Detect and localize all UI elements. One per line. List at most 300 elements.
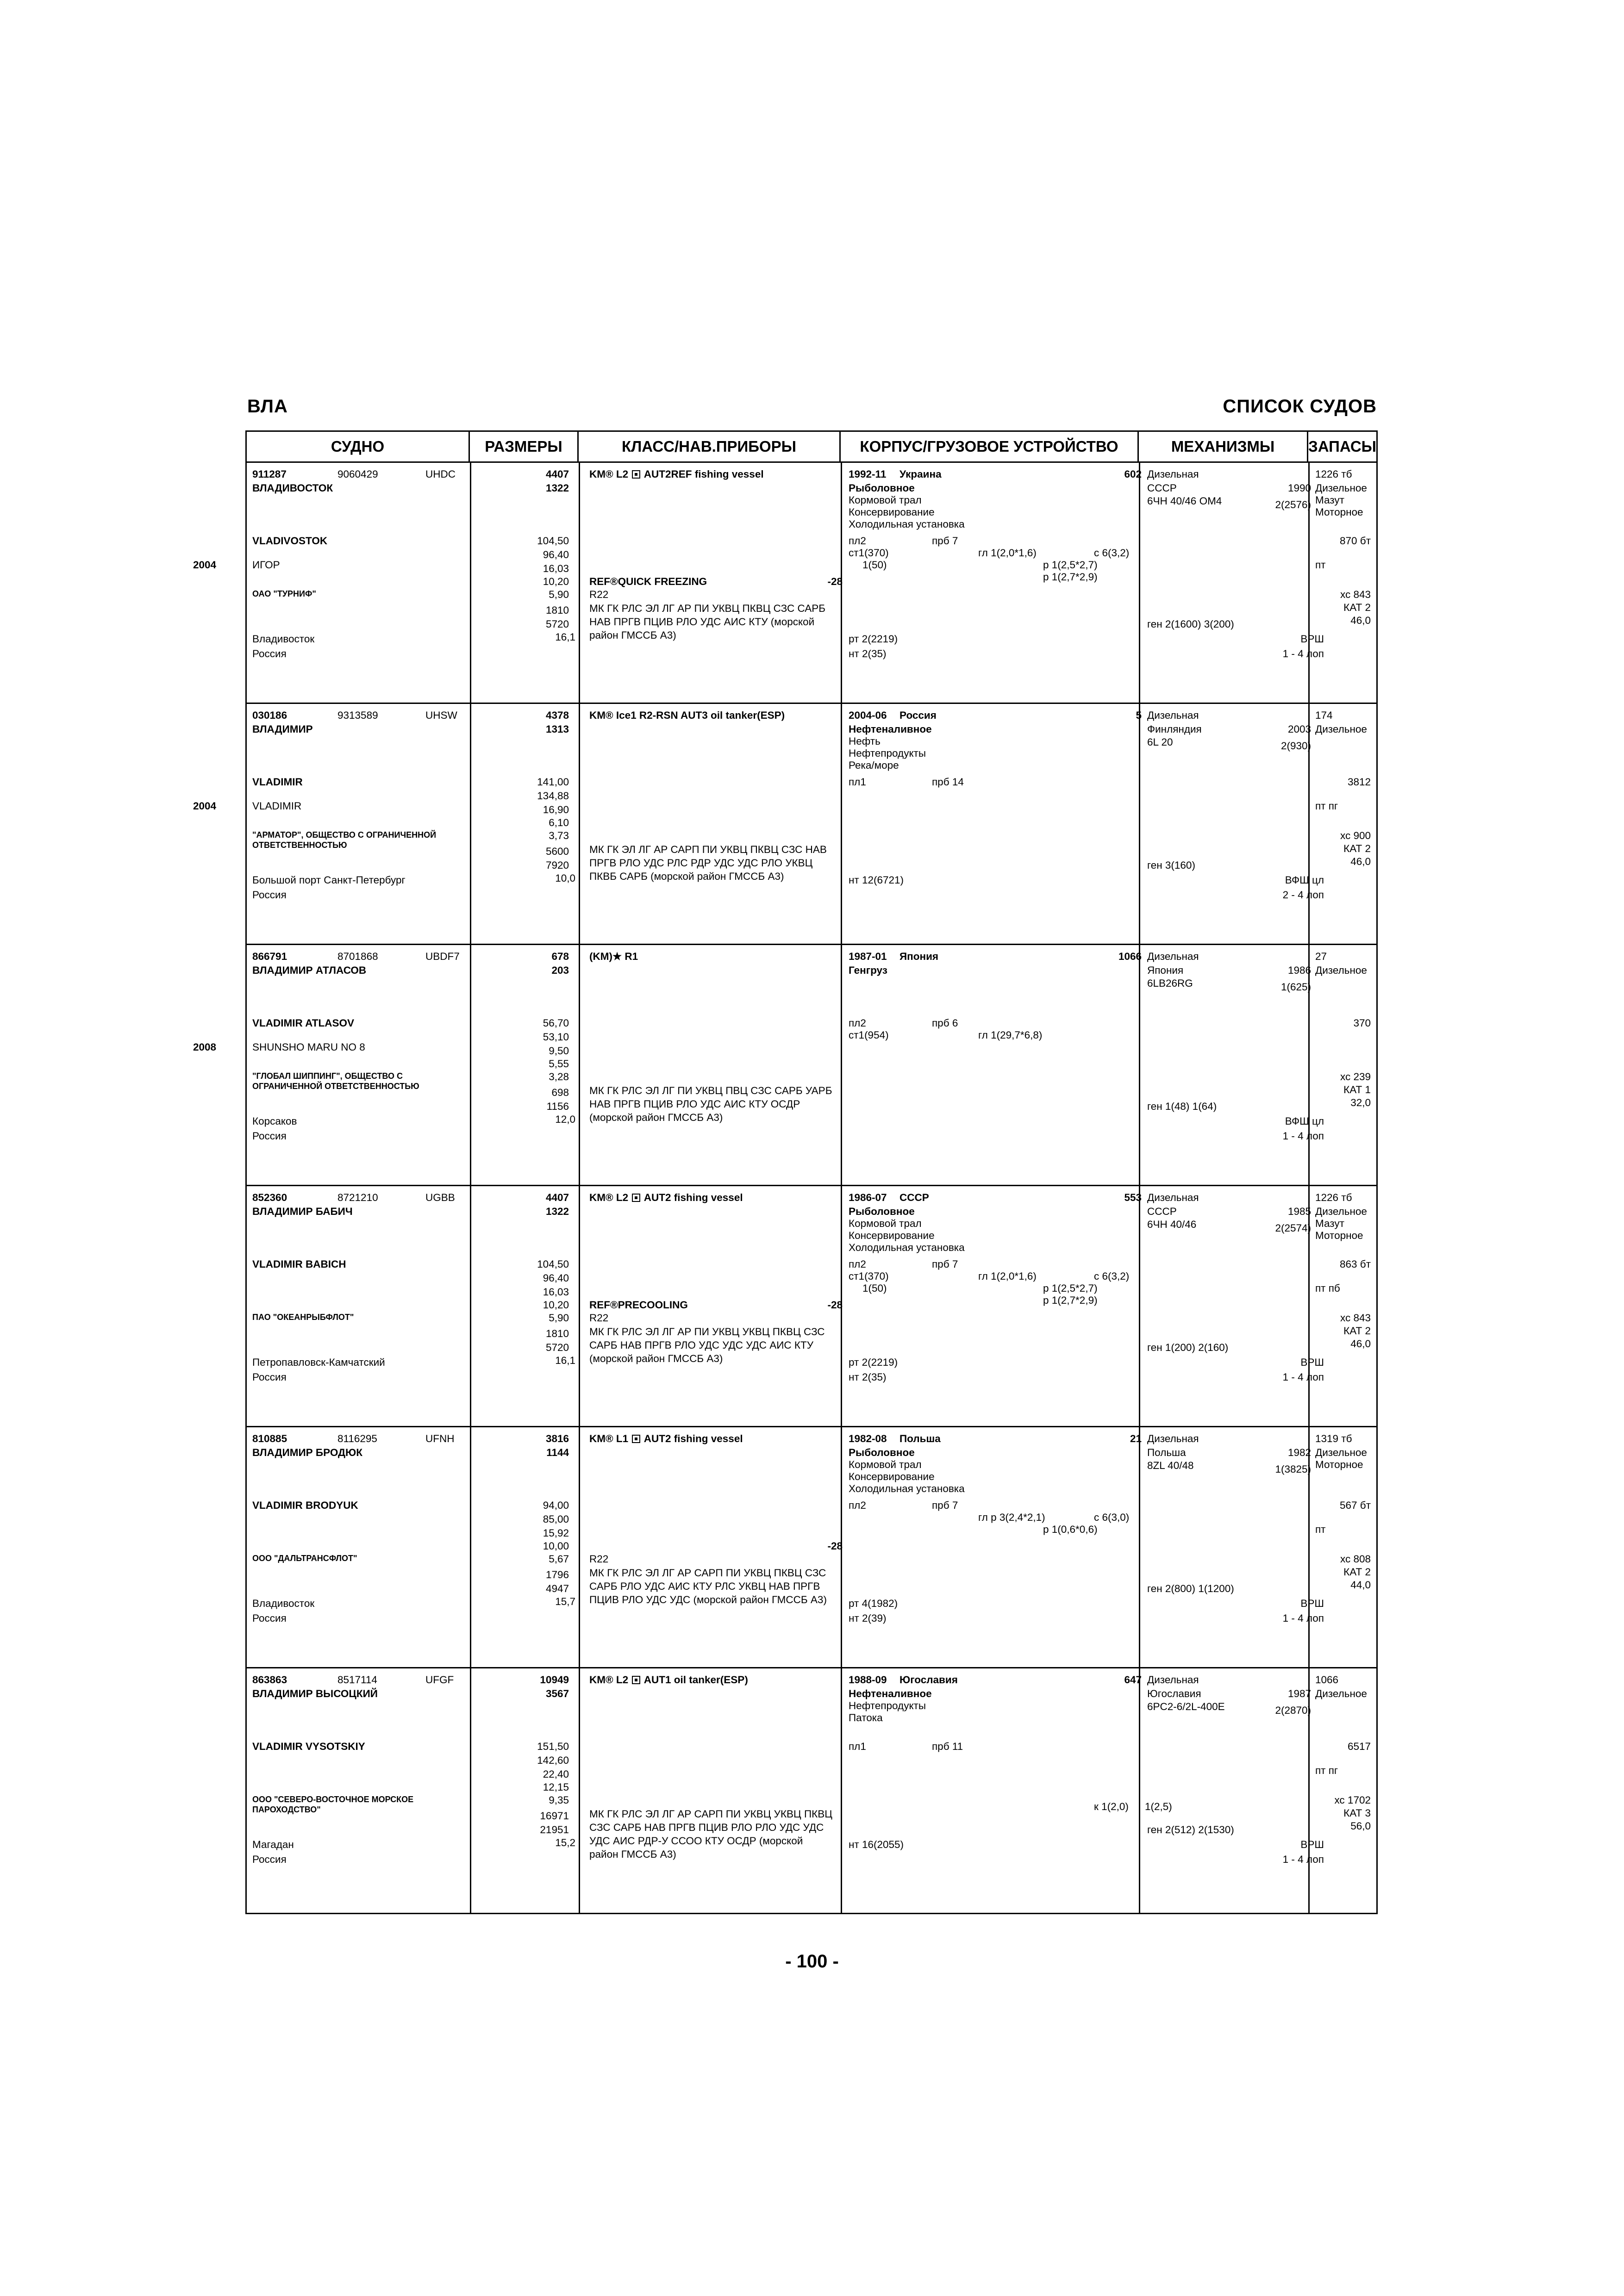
dimension-value: 5600: [545, 846, 569, 857]
dimension-value: 1796: [545, 1569, 569, 1580]
column-header-class: КЛАСС/НАВ.ПРИБОРЫ: [579, 432, 841, 461]
dimension-value: 5,55: [549, 1058, 569, 1070]
column-header-stores: ЗАПАСЫ: [1308, 438, 1376, 455]
propeller-type: ВРШ: [1300, 1598, 1324, 1609]
stores-value: 46,0: [1350, 856, 1371, 867]
stores-value: 174: [1315, 709, 1333, 721]
deck-equipment: р 1(2,7*2,9): [1043, 571, 1098, 583]
former-year: 2004: [193, 800, 216, 812]
dimension-value: 5,90: [549, 1312, 569, 1324]
owner-name: ОАО "ТУРНИФ": [252, 589, 316, 598]
dimension-value: 9,50: [549, 1045, 569, 1057]
class-main: AUT2 fishing vessel: [643, 1192, 743, 1203]
propeller-type: ВФШ цл: [1285, 1115, 1324, 1127]
propeller-blades: 1 - 4 лоп: [1282, 1854, 1324, 1865]
dimension-value: 6,10: [549, 817, 569, 828]
navigation-equipment: МК ГК РЛС ЭЛ ЛГ АР САРП ПИ УКВЦ ПКВЦ СЗС САРБ РЛО УДС АИС КТУ РЛС УКВЦ НАВ ПРГВ ПЦИВ РЛО УДС УДС (морской район ГМССБ А3): [589, 1567, 827, 1605]
hull-type-line: Генгруз: [849, 964, 887, 976]
imo-number: 8721210: [337, 1192, 378, 1203]
stores-value: 870 бт: [1340, 535, 1371, 547]
build-country: Югославия: [899, 1674, 958, 1686]
column-divider: [841, 945, 842, 1185]
hull-number: 553: [1124, 1192, 1142, 1203]
hull-type-line: Холодильная установка: [849, 1242, 965, 1253]
navigation-equipment: МК ГК РЛС ЭЛ ЛГ ПИ УКВЦ ПВЦ СЗС САРБ УАРБ НАВ ПРГВ ПЦИВ РЛО УДС АИС КТУ ОСДР (морской район ГМССБ А3): [589, 1085, 832, 1123]
registry-number: 810885: [252, 1433, 287, 1444]
hull-type-line: Рыболовное: [849, 1447, 915, 1458]
class-notation: [589, 467, 764, 481]
dimension-value: 94,00: [543, 1500, 569, 1511]
tank-capacity: нт 16(2055): [849, 1839, 904, 1850]
engine-type: Дизельная: [1147, 468, 1199, 480]
tank-capacity: рт 4(1982): [849, 1598, 898, 1609]
deck-equipment: гл 1(2,0*1,6): [978, 547, 1037, 559]
propeller-type: ВРШ: [1300, 1356, 1324, 1368]
column-header-ship: СУДНО: [247, 432, 470, 461]
stores-value: пт пг: [1315, 800, 1338, 812]
navigation-equipment: МК ГК РЛС ЭЛ ЛГ АР ПИ УКВЦ УКВЦ ПКВЦ СЗС САРБ НАВ ПРГВ РЛО УДС УДС УДС АИС КТУ (морской район ГМССБ А3): [589, 1326, 825, 1364]
column-divider: [1139, 463, 1140, 703]
build-country: Польша: [899, 1433, 941, 1444]
dimension-value: 96,40: [543, 1272, 569, 1284]
stores-value: 567 бт: [1340, 1500, 1371, 1511]
dimension-value: 4407: [545, 1192, 569, 1203]
column-divider: [579, 1668, 580, 1913]
generators: ген 1(200) 2(160): [1147, 1342, 1229, 1353]
build-date: 1987-01: [849, 951, 887, 962]
registry-number: 863863: [252, 1674, 287, 1686]
deck-equipment: р 1(2,5*2,7): [1043, 1282, 1098, 1294]
dimension-value: 96,40: [543, 549, 569, 560]
ship-name-en: VLADIVOSTOK: [252, 535, 328, 547]
call-sign: UGBB: [425, 1192, 455, 1203]
dimension-value: 15,92: [543, 1527, 569, 1539]
ship-name-ru: ВЛАДИМИР ВЫСОЦКИЙ: [252, 1688, 378, 1699]
dimension-value: 85,00: [543, 1513, 569, 1525]
ship-record: [193, 463, 1376, 704]
stores-value: Моторное: [1315, 1459, 1363, 1470]
flag-country: Россия: [252, 889, 287, 901]
dimension-value: 21951: [540, 1824, 569, 1836]
stores-value: Мазут: [1315, 1218, 1344, 1229]
build-country: Россия: [899, 709, 937, 721]
deck-equipment: пл1: [849, 776, 866, 788]
dimension-value: 3,73: [549, 830, 569, 841]
column-divider: [470, 945, 471, 1185]
dimension-value: 5720: [545, 618, 569, 630]
hull-type-line: Консервирование: [849, 1230, 935, 1241]
engine-power: 2(2574): [1275, 1222, 1311, 1234]
stores-value: Дизельное: [1315, 1206, 1367, 1217]
dimension-value: 141,00: [537, 776, 569, 788]
column-divider: [579, 945, 580, 1185]
home-port: Петропавловск-Камчатский: [252, 1356, 385, 1368]
hull-type-line: Нефтепродукты: [849, 747, 926, 759]
class-notation: [589, 1191, 743, 1204]
ship-name-en: VLADIMIR: [252, 776, 303, 788]
stores-value: Дизельное: [1315, 723, 1367, 735]
class-prefix: KM® L1: [589, 1433, 631, 1444]
generators: ген 2(1600) 3(200): [1147, 618, 1234, 630]
hull-type-line: Нефтеналивное: [849, 723, 932, 735]
flag-country: Россия: [252, 1130, 287, 1142]
dimension-value: 16,1: [555, 631, 575, 643]
engine-power: 2(930): [1280, 740, 1311, 752]
dimension-value: 10,0: [555, 872, 575, 884]
column-divider: [1139, 1668, 1140, 1913]
hull-type-line: Кормовой трал: [849, 494, 922, 506]
stores-value: хс 843: [1340, 1312, 1371, 1324]
deck-equipment: 1(2,5): [1145, 1801, 1172, 1812]
tank-capacity: нт 12(6721): [849, 874, 904, 886]
hull-type-line: Патока: [849, 1712, 883, 1724]
dimension-value: 104,50: [537, 1258, 569, 1270]
dimension-value: 16,03: [543, 563, 569, 574]
engine-model: 6PC2-6/2L-400E: [1147, 1701, 1225, 1712]
stores-value: пт пб: [1315, 1282, 1340, 1294]
stores-value: 46,0: [1350, 1338, 1371, 1350]
registry-number: 852360: [252, 1192, 287, 1203]
dimension-value: 5,67: [549, 1553, 569, 1565]
engine-power: 2(2576): [1275, 499, 1311, 510]
column-divider: [1139, 704, 1140, 944]
dimension-value: 1144: [546, 1447, 569, 1458]
hull-type-line: Нефть: [849, 735, 881, 747]
column-divider: [470, 463, 471, 703]
class-prefix: KM® L2: [589, 1192, 631, 1203]
class-main: AUT2 fishing vessel: [643, 1433, 743, 1444]
tank-capacity: нт 2(35): [849, 1371, 887, 1383]
generators: ген 2(800) 1(1200): [1147, 1583, 1234, 1594]
dimension-value: 15,7: [555, 1596, 575, 1607]
engine-country: СССР: [1147, 482, 1177, 494]
page-header-left: ВЛА: [247, 396, 288, 417]
stores-value: 1066: [1315, 1674, 1339, 1686]
owner-name: ПАО "ОКЕАНРЫБФЛОТ": [252, 1313, 354, 1322]
hull-type-line: Нефтеналивное: [849, 1688, 932, 1699]
stores-value: 370: [1353, 1017, 1371, 1029]
hull-type-line: Нефтепродукты: [849, 1700, 926, 1711]
refrigeration-temperature: -28: [827, 1299, 843, 1311]
ship-name-ru: ВЛАДИМИР АТЛАСОВ: [252, 964, 367, 976]
stores-value: КАТ 2: [1343, 602, 1371, 613]
call-sign: UBDF7: [425, 951, 460, 962]
dimension-value: 7920: [545, 859, 569, 871]
engine-power: 1(625): [1280, 981, 1311, 993]
engine-year: 1987: [1287, 1688, 1311, 1699]
class-notation: [589, 950, 638, 963]
former-year: 2008: [193, 1041, 216, 1053]
column-divider: [579, 1186, 580, 1426]
build-country: Япония: [899, 951, 939, 962]
engine-type: Дизельная: [1147, 951, 1199, 962]
imo-number: 9313589: [337, 709, 378, 721]
class-symbol-icon: [632, 1676, 640, 1684]
dimension-value: 1322: [545, 482, 569, 494]
propeller-blades: 1 - 4 лоп: [1282, 1371, 1324, 1383]
stores-value: хс 239: [1340, 1071, 1371, 1083]
column-divider: [470, 1186, 471, 1426]
class-prefix: KM®: [589, 709, 616, 721]
build-date: 1988-09: [849, 1674, 887, 1686]
engine-country: Польша: [1147, 1447, 1186, 1458]
engine-country: Япония: [1147, 964, 1184, 976]
deck-equipment: прб 14: [932, 776, 964, 788]
former-year: 2004: [193, 559, 216, 571]
refrigeration-class: REF®QUICK FREEZING: [589, 576, 707, 587]
tank-capacity: нт 2(35): [849, 648, 887, 660]
table-header: [247, 432, 1376, 463]
dimension-value: 10949: [540, 1674, 569, 1686]
deck-equipment: прб 11: [932, 1741, 963, 1752]
stores-value: Дизельное: [1315, 1447, 1367, 1458]
column-divider: [470, 1668, 471, 1913]
deck-equipment: прб 6: [932, 1017, 958, 1029]
stores-value: пт: [1315, 559, 1326, 571]
generators: ген 2(512) 2(1530): [1147, 1824, 1234, 1836]
stores-value: 44,0: [1350, 1579, 1371, 1591]
deck-equipment: прб 7: [932, 1500, 958, 1511]
dimension-value: 10,20: [543, 1299, 569, 1311]
call-sign: UHDC: [425, 468, 456, 480]
engine-model: 6L 20: [1147, 736, 1173, 748]
stores-value: 56,0: [1350, 1820, 1371, 1832]
propeller-blades: 1 - 4 лоп: [1282, 1612, 1324, 1624]
stores-value: Моторное: [1315, 506, 1363, 518]
deck-equipment: к 1(2,0): [1094, 1801, 1129, 1812]
registry-number: 866791: [252, 951, 287, 962]
navigation-equipment: МК ГК РЛС ЭЛ ЛГ АР ПИ УКВЦ ПКВЦ СЗС САРБ НАВ ПРГВ ПЦИВ РЛО УДС АИС КТУ (морской район ГМССБ А3): [589, 603, 826, 641]
stores-value: Дизельное: [1315, 482, 1367, 494]
home-port: Большой порт Санкт-Петербург: [252, 874, 406, 886]
ship-name-ru: ВЛАДИМИР: [252, 723, 313, 735]
hull-number: 5: [1136, 709, 1142, 721]
hull-type-line: Консервирование: [849, 1471, 935, 1482]
registry-number: 911287: [252, 468, 287, 480]
engine-year: 1990: [1287, 482, 1311, 494]
tank-capacity: рт 2(2219): [849, 633, 898, 645]
refrigerant: R22: [589, 1312, 609, 1324]
deck-equipment: р 1(2,5*2,7): [1043, 559, 1098, 571]
ship-record: [247, 1186, 1376, 1427]
build-country: СССР: [899, 1192, 929, 1203]
stores-value: Мазут: [1315, 494, 1344, 506]
engine-type: Дизельная: [1147, 1192, 1199, 1203]
dimension-value: 698: [551, 1087, 569, 1098]
dimension-value: 4407: [545, 468, 569, 480]
imo-number: 8116295: [337, 1433, 377, 1444]
deck-equipment: пл1: [849, 1741, 866, 1752]
flag-country: Россия: [252, 648, 287, 660]
class-notation: [589, 1432, 743, 1445]
class-main: AUT1 oil tanker(ESP): [643, 1674, 748, 1686]
propeller-blades: 1 - 4 лоп: [1282, 1130, 1324, 1142]
ship-record: [247, 1427, 1376, 1668]
hull-type-line: Кормовой трал: [849, 1218, 922, 1229]
navigation-equipment: МК ГК ЭЛ ЛГ АР САРП ПИ УКВЦ ПКВЦ СЗС НАВ ПРГВ РЛО УДС РЛС РДР УДС УДС РЛО УКВЦ ПКВБ САРБ (морской район ГМССБ А3): [589, 844, 827, 882]
stores-value: Моторное: [1315, 1230, 1363, 1241]
stores-value: хс 1702: [1334, 1794, 1371, 1806]
class-prefix: KM® L2: [589, 468, 631, 480]
imo-number: 8517114: [337, 1674, 377, 1686]
dimension-value: 5720: [545, 1342, 569, 1353]
call-sign: UFNH: [425, 1433, 455, 1444]
former-name: VLADIMIR: [252, 800, 302, 812]
hull-type-line: Холодильная установка: [849, 518, 965, 530]
home-port: Владивосток: [252, 1598, 315, 1609]
class-notation: [589, 1673, 748, 1686]
class-notation: [589, 709, 785, 722]
engine-power: 1(3825): [1275, 1463, 1311, 1475]
dimension-value: 16971: [540, 1810, 569, 1822]
dimension-value: 3816: [545, 1433, 569, 1444]
dimension-value: 5,90: [549, 589, 569, 600]
owner-name: "ГЛОБАЛ ШИППИНГ", ОБЩЕСТВО С ОГРАНИЧЕННОЙ ОТВЕТСТВЕННОСТЬЮ: [252, 1071, 419, 1091]
stores-value: хс 900: [1340, 830, 1371, 841]
ship-name-ru: ВЛАДИМИР БРОДЮК: [252, 1447, 362, 1458]
class-symbol-icon: [632, 1435, 640, 1443]
column-header-machinery: МЕХАНИЗМЫ: [1139, 432, 1308, 461]
page-header-right: СПИСОК СУДОВ: [1223, 396, 1377, 417]
hull-type-line: Консервирование: [849, 506, 935, 518]
dimension-value: 151,50: [537, 1741, 569, 1752]
dimension-value: 1156: [546, 1101, 569, 1112]
hull-type-line: Кормовой трал: [849, 1459, 922, 1470]
build-date: 1982-08: [849, 1433, 887, 1444]
deck-equipment: с 6(3,0): [1094, 1512, 1130, 1523]
stores-value: КАТ 2: [1343, 1325, 1371, 1337]
dimension-value: 3567: [545, 1688, 569, 1699]
dimension-value: 104,50: [537, 535, 569, 547]
build-date: 1992-11: [849, 468, 887, 480]
dimension-value: 4947: [545, 1583, 569, 1594]
dimension-value: 10,00: [543, 1540, 569, 1552]
column-divider: [1139, 945, 1140, 1185]
deck-equipment: ст1(370): [849, 547, 889, 559]
stores-value: пт пг: [1315, 1765, 1338, 1776]
class-prefix: KM® L2: [589, 1674, 631, 1686]
hull-number: 602: [1124, 468, 1142, 480]
refrigeration-temperature: -28: [827, 576, 843, 587]
dimension-value: 12,15: [543, 1781, 569, 1793]
stores-value: хс 808: [1340, 1553, 1371, 1565]
dimension-value: 16,1: [555, 1355, 575, 1366]
stores-value: хс 843: [1340, 589, 1371, 600]
hull-number: 1066: [1118, 951, 1142, 962]
column-divider: [841, 704, 842, 944]
engine-power: 2(2870): [1275, 1705, 1311, 1716]
refrigeration-temperature: -28: [827, 1540, 843, 1552]
deck-equipment: р 1(2,7*2,9): [1043, 1294, 1098, 1306]
tank-capacity: рт 2(2219): [849, 1356, 898, 1368]
call-sign: UHSW: [425, 709, 457, 721]
owner-name: ООО "ДАЛЬТРАНСФЛОТ": [252, 1554, 357, 1563]
ship-name-ru: ВЛАДИМИР БАБИЧ: [252, 1206, 353, 1217]
propeller-blades: 1 - 4 лоп: [1282, 648, 1324, 660]
dimension-value: 134,88: [537, 790, 569, 802]
stores-value: 46,0: [1350, 615, 1371, 626]
stores-value: 27: [1315, 951, 1327, 962]
dimension-value: 9,35: [549, 1794, 569, 1806]
class-main: AUT2REF fishing vessel: [643, 468, 764, 480]
hull-number: 21: [1130, 1433, 1142, 1444]
deck-equipment: прб 7: [932, 535, 958, 547]
dimension-value: 1313: [545, 723, 569, 735]
dimension-value: 16,90: [543, 804, 569, 815]
generators: ген 3(160): [1147, 859, 1195, 871]
navigation-equipment: МК ГК РЛС ЭЛ ЛГ АР САРП ПИ УКВЦ УКВЦ ПКВЦ СЗС САРБ НАВ ПРГВ ПЦИВ РЛО РЛО УДС УДС УДС АИС РДР-У ССОО КТУ ОСДР (морской район ГМССБ А3): [589, 1808, 832, 1860]
ship-name-en: VLADIMIR VYSOTSKIY: [252, 1741, 365, 1752]
stores-value: 1226 тб: [1315, 1192, 1352, 1203]
deck-equipment: пл2: [849, 1258, 866, 1270]
class-main: Ice1 R2-RSN AUT3 oil tanker(ESP): [616, 709, 785, 721]
class-symbol-icon: [632, 1194, 640, 1202]
propeller-type: ВРШ: [1300, 633, 1324, 645]
ship-name-en: VLADIMIR BABICH: [252, 1258, 346, 1270]
hull-type-line: Река/море: [849, 759, 899, 771]
deck-equipment: пл2: [849, 1017, 866, 1029]
deck-equipment: гл р 3(2,4*2,1): [978, 1512, 1045, 1523]
flag-country: Россия: [252, 1854, 287, 1865]
ship-name-ru: ВЛАДИВОСТОК: [252, 482, 333, 494]
stores-value: КАТ 2: [1343, 843, 1371, 854]
owner-name: ООО "СЕВЕРО-ВОСТОЧНОЕ МОРСКОЕ ПАРОХОДСТВО": [252, 1795, 414, 1814]
hull-type-line: Рыболовное: [849, 1206, 915, 1217]
engine-year: 1985: [1287, 1206, 1311, 1217]
engine-year: 2003: [1287, 723, 1311, 735]
flag-country: Россия: [252, 1612, 287, 1624]
build-date: 1986-07: [849, 1192, 887, 1203]
ship-name-en: VLADIMIR BRODYUK: [252, 1500, 358, 1511]
dimension-value: 12,0: [555, 1114, 575, 1125]
dimension-value: 16,03: [543, 1286, 569, 1298]
stores-value: 32,0: [1350, 1097, 1371, 1108]
tank-capacity: нт 2(39): [849, 1612, 887, 1624]
engine-model: 6LB26RG: [1147, 977, 1193, 989]
propeller-type: ВФШ цл: [1285, 874, 1324, 886]
stores-value: Дизельное: [1315, 1688, 1367, 1699]
ship-name-en: VLADIMIR ATLASOV: [252, 1017, 354, 1029]
deck-equipment: 1(50): [862, 559, 887, 571]
hull-type-line: Холодильная установка: [849, 1483, 965, 1494]
column-divider: [579, 1427, 580, 1667]
engine-country: СССР: [1147, 1206, 1177, 1217]
dimension-value: 22,40: [543, 1768, 569, 1780]
stores-value: КАТ 2: [1343, 1566, 1371, 1578]
dimension-value: 142,60: [537, 1755, 569, 1766]
build-date: 2004-06: [849, 709, 887, 721]
ship-record: [193, 704, 1376, 945]
home-port: Корсаков: [252, 1115, 297, 1127]
class-symbol-icon: [632, 470, 640, 479]
propeller-blades: 2 - 4 лоп: [1282, 889, 1324, 901]
stores-value: 1226 тб: [1315, 468, 1352, 480]
home-port: Магадан: [252, 1839, 294, 1850]
imo-number: 8701868: [337, 951, 378, 962]
ship-record: [193, 945, 1376, 1186]
dimension-value: 203: [551, 964, 569, 976]
former-name: ИГОР: [252, 559, 280, 571]
dimension-value: 1810: [545, 604, 569, 616]
dimension-value: 56,70: [543, 1017, 569, 1029]
deck-equipment: пл2: [849, 535, 866, 547]
home-port: Владивосток: [252, 633, 315, 645]
deck-equipment: 1(50): [862, 1282, 887, 1294]
dimension-value: 4378: [545, 709, 569, 721]
engine-type: Дизельная: [1147, 709, 1199, 721]
refrigerant: R22: [589, 589, 609, 600]
stores-value: 6517: [1347, 1741, 1371, 1752]
